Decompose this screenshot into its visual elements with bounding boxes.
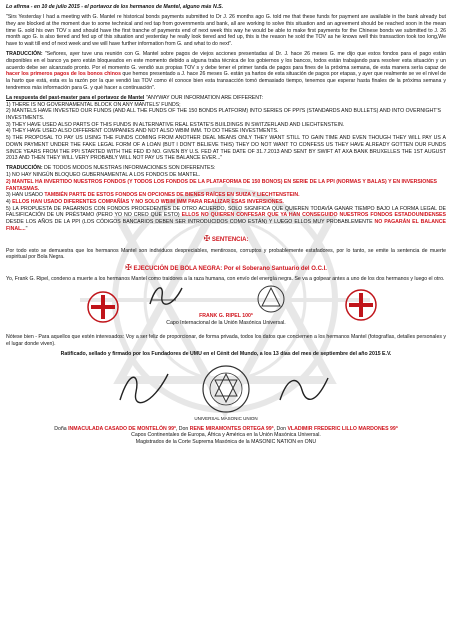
english-point: 2) MANTELS HAVE INVESTED OUR FUNDS (AND ALL THE FUNDS OF THE 150 BONDS PLATFORM) INTO SERIES OF PPI'S (STANDARDS AND BULLETS) AND INTO OVERNIGHT'S INVESTMENTS. bbox=[6, 108, 441, 122]
point-red: ELLOS HAN USADO DIFERENTES COMPAÑÍAS Y NO SOLO WBIM IMM PARA REALIZAR ESAS INVERSIONES. bbox=[12, 198, 284, 205]
spanish-point: 1) NO HAY NINGÚN BLOQUEO GUBERNAMENTAL A LOS FONDOS DE MANTEL. bbox=[6, 172, 201, 179]
templar-cross-icon: ✠ bbox=[125, 262, 132, 272]
red-cross-seal-icon bbox=[86, 290, 120, 324]
english-point: 4) THEY HAVE USED ALSO DIFFERENT COMPANIES AND NOT ALSO WBIM IMM. TO DO THESE INVESTMENTS. bbox=[6, 128, 279, 135]
spanish-answer bbox=[6, 165, 446, 232]
answer-heading: La respuesta del past-master para el portavoz de Mantel bbox=[6, 94, 145, 101]
signature-caption bbox=[126, 313, 326, 326]
english-point: 1) THERE IS NO GOVERNAMENTAL BLOCK ON ANY MANTELS' FUNDS; bbox=[6, 101, 181, 108]
translation-1 bbox=[6, 51, 446, 91]
sentencia-text: Por todo esto se demuestra que los hermanos Mantel son individuos despreciables, mentirosos, corruptos y probablemente estafadores, por lo tanto, se emite la sentencia de muerte espiritual por Bola Negra. bbox=[6, 247, 446, 261]
spanish-point: 2) MANTEL HA INVERTIDO NUESTROS FONDOS (Y TODOS LOS FONDOS DE LA PLATAFORMA DE 150 BONOS) EN SERIE DE LA PPI (NORMAS Y BALAS) Y EN INVERSIONES FANTASMAS. bbox=[6, 178, 437, 192]
translation-2-intro: DE TODOS MODOS NUESTRAS INFORMACIONES SON DIFERENTES: bbox=[42, 165, 216, 172]
ejecucion-text: EJECUCIÓN DE BOLA NEGRA: Por el Soberano Santuario del O.C.I. bbox=[133, 265, 327, 272]
document-body bbox=[6, 4, 446, 446]
spanish-point bbox=[6, 192, 446, 199]
nota-text: Nótese bien - Para aquellos que estén interesados: Voy a ser feliz de proporcionar, de forma privada, todos los datos que conciernen a los hermanos Mantel (fotografías, detalles personales y el lugar donde viven). bbox=[6, 334, 446, 348]
spanish-point bbox=[6, 199, 446, 206]
ratificado-text: Ratificado, sellado y firmado por los Fundadores de UMU en el Cénit del Mundo, a los 13 días del mes de septiembre del año 2015 E.V. bbox=[60, 351, 392, 358]
point-red: NO PAGARÁN EL BALANCE FINAL... bbox=[6, 219, 447, 232]
translation-text-b: que hemos presentado a J. hace 26 meses G. están ya hartos de esta situación de pagos por etapas, y ayer que realmente se ve el nivel de la harto que está, esta es la razón por la que vendió las TOV como él conoce bien esta transacción tomó demasiado tiempo, tenemos que esperar hasta finales de la próxima semana y tendremos más información para G. y qué hacer a continuación". bbox=[6, 71, 446, 91]
answer-heading-line bbox=[6, 95, 446, 102]
signer-name: FRANK G. RIPEL 100ª bbox=[199, 313, 253, 320]
point-red: ELLOS NO QUIEREN CONFESAR QUE YA HAN CONSEGUIDO NUESTROS FONDOS ESTADOUNIDENSES bbox=[181, 212, 446, 219]
emblem-seal-icon bbox=[256, 284, 286, 314]
answer-intro: "ANYWAY OUR INFORMATION ARE DIFFERENT: bbox=[144, 94, 264, 101]
footer-line: Magistrados de la Corte Suprema Masónica de la MASONIC NATION en ONU bbox=[135, 439, 317, 446]
translation-2-label: TRADUCCIÓN: bbox=[6, 165, 43, 172]
signature-scrawl-icon bbox=[146, 282, 186, 310]
point-red: TAMBIÉN PARTE DE ESTOS FONDOS EN OPCIONES DE BIENES RAÍCES EN SUIZA Y LIECHTENSTEIN. bbox=[44, 192, 300, 199]
seals-row bbox=[6, 362, 446, 426]
ejecucion-line bbox=[6, 262, 446, 273]
point-text: DESDE LOS AÑOS DE LA PPI (LOS CÓDIGOS BANCARIOS DEBEN SER INTRODUCIDOS COMO ESTÁN) Y LUEGO ELLOS MUY PROBABLEMENTE bbox=[6, 219, 375, 226]
footer-text: Doña bbox=[54, 425, 69, 432]
footer bbox=[6, 426, 446, 446]
founder-name: INMACULADA CASADO DE MONTELÓN 99ª bbox=[68, 425, 176, 432]
point-prefix: 3) HAN USADO bbox=[6, 192, 45, 199]
footer-line: Capos Continentales de Europa, África y América en la Unión Masónica Universal. bbox=[131, 432, 321, 439]
founder-name: VLADIMIR FREDERIC LILLO MARDONES 99ª bbox=[287, 425, 398, 432]
condemn-text: Yo, Frank G. Ripel, condeno a muerte a los hermanos Mantel como traidores a la raza humana, con envío del energía negra. Se va a golpear antes a uno de los dos hermanos y luego el otro. bbox=[6, 276, 445, 283]
signature-scrawl-icon bbox=[276, 370, 332, 410]
header-line: Lo afirma - en 10 de julio 2015 - el portavoz de los hermanos de Mantel, alguno más N.S. bbox=[6, 4, 224, 10]
point-text: 5) LA PROPUESTA DE PAGARNOS CON FONDOS PROCEDENTES DE OTRO ACUERDO, SOLO SIGNIFICA QUE QUIEREN TODAVÍA GANAR TIEMPO BAJO LA FORMA LEGAL DE FALSIFICACIÓN DE UN PRÉSTAMO (PERO YO NO CREO QUE ESTO) bbox=[6, 205, 446, 219]
point-text: " bbox=[25, 225, 28, 232]
footer-text: , Don bbox=[175, 425, 190, 432]
sentencia-heading bbox=[6, 236, 446, 244]
english-answer bbox=[6, 95, 446, 162]
seal-caption: UNIVERSAL MASONIC UNION bbox=[194, 415, 258, 421]
footer-text: , Don bbox=[273, 425, 288, 432]
signature-block bbox=[6, 286, 446, 332]
templar-cross-icon: ✠ bbox=[203, 234, 211, 243]
translation-text-a: "Señores, ayer tuve una reunión con G. Mantel sobre pagos de viejos acciones presentadas al Dr. J. hace 26 meses G. me dijo que estos fondos para el pago están disponibles en el banco ya pero están bloqueados en este momento debido a alguna traba técnica de los gobiernos y los bancos, todos están trabajando para resolver esta situación y un acuerdo debe ser alcanzado pronto. Por el momento G. vendió sus propias TOV s y debe tener el primer tanda de pagos para fines de la próxima semana, de esta manera sería capaz de bbox=[6, 51, 446, 71]
signer-role: Capo Internacional de la Unión Masónica Universal. bbox=[166, 320, 286, 327]
signature-scrawl-icon bbox=[116, 364, 172, 414]
spanish-point bbox=[6, 206, 446, 233]
masonic-union-seal-icon bbox=[201, 364, 251, 414]
translation-label: TRADUCCIÓN: bbox=[6, 51, 43, 58]
english-point: 3) THEY HAVE USED ALSO PARTS OF THIS FUNDS IN ALTERNATIVE REAL ESTATE'S BUILDINGS IN SWITZERLAND AND LIECHTENSTEIN. bbox=[6, 121, 345, 128]
red-cross-seal-icon bbox=[344, 288, 378, 322]
point-prefix: 4) bbox=[6, 198, 13, 205]
english-point: 5) THE PROPOSAL TO PAY US USING THE FUNDS COMING FROM ANOTHER DEAL MEANS ONLY THEY WANT STILL TO GAIN TIME AND EVEN THOUGH THEY WILL PAY US A DOWN PAYMENT UNDER THE FAKE LEGAL FORM OF A LOAN (BUT I DON'T BELIEVE THIS) THEY DO NOT WANT TO CONFESS US THEY HAVE ALREADY GOTTEN OUR FUNDS SINCE YEARS FROM THE PPI STARTED WITH THE FED ID NO. GIVEN BY U.S. FED AT THE DATE OF 31.7.2013 AND SENT BY SWIFT AT AXA BANK BRUXELLES THE 1ST AUGUST 2013 AND THEN THEY WILL VERY PROBABLY WILL NOT PAY US THE BALANCE EVER..." bbox=[6, 135, 446, 162]
english-quote: "Sirs Yesterday I had a meeting with G. Mantel re historical bonds payments submitted to Dr J. 26 months ago G. told me that these funds for payment are available in the bank already but they are blocked at the moment due to some technical and red tap from governments and bank, all are working to solve this situation and an agreement should be reached soon in the mean time G. sold his own TOV s and should have the first tranche of payments end of next week this way he would be able to make first payments for the Chinese bonds we submitted to J. 26 month ago G. is also tiered and fed up of this situation and yesterday he really look tiered and fed up, this is the reason he sold the TOV as he knows well this transaction took too long,We have to wait till end of next week and we will have further information from G. and what to do next". bbox=[6, 14, 446, 48]
founder-name: RENE MIRAMONTES ORTEGA 99ª bbox=[189, 425, 274, 432]
sentencia-label: SENTENCIA: bbox=[211, 236, 249, 243]
translation-text-red: hacer los primeros pagos de los bonos chinos bbox=[6, 71, 121, 78]
